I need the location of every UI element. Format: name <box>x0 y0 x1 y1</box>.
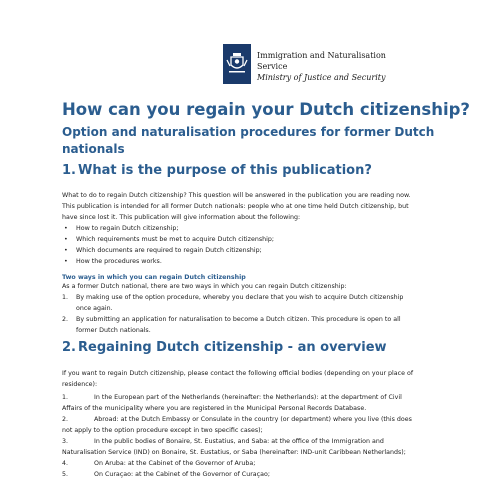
list-item: • Which documents are required to regain Dutch citizenship; <box>62 245 274 256</box>
contact-places-list <box>62 392 417 480</box>
document-title: How can you regain your Dutch citizenship? <box>62 100 470 119</box>
list-item-number: 4. <box>62 460 69 467</box>
list-item <box>62 414 417 436</box>
list-item-text: By making use of the option procedure, whereby you declare that you wish to acquire Dutch citizenship once again. <box>76 294 404 312</box>
purpose-bullet-list <box>62 223 274 267</box>
list-item-number: 2. <box>62 316 69 323</box>
ways-list <box>62 292 417 336</box>
list-item <box>62 458 417 469</box>
list-item-text: On Aruba: at the Cabinet of the Governor of Aruba; <box>94 460 256 467</box>
list-item <box>62 314 417 336</box>
list-item-number: 5. <box>62 471 69 478</box>
list-item <box>62 392 417 414</box>
section-2-intro: If you want to regain Dutch citizenship, please contact the following official bodies (depending on your place of residence): <box>62 370 414 388</box>
section-2-number: 2. <box>62 340 76 355</box>
document-subtitle: Option and naturalisation procedures for former Dutch nationals <box>62 125 435 156</box>
section-1-heading <box>62 163 372 178</box>
list-item-number: 2. <box>62 416 69 423</box>
org-line-1: Immigration and Naturalisation <box>257 51 386 60</box>
ways-intro: As a former Dutch national, there are two ways in which you can regain Dutch citizenship: <box>62 283 347 290</box>
organisation-name <box>257 50 386 83</box>
section-1-title: What is the purpose of this publication? <box>78 163 372 178</box>
list-item-number: 1. <box>62 294 69 301</box>
list-item-text: Abroad: at the Dutch Embassy or Consulate in the country (or department) where you live (this does not apply to the option procedure except in two specific cases); <box>62 416 412 434</box>
list-item-text: In the public bodies of Bonaire, St. Eustatius, and Saba: at the office of the Immigration and Naturalisation Service (IND) on Bonaire, St. Eustatius, or Saba (hereinafter: IND-unit Caribbean Netherlands); <box>62 438 406 456</box>
list-item: • How to regain Dutch citizenship; <box>62 223 274 234</box>
list-item: • How the procedures works. <box>62 256 274 267</box>
list-item-text: In the European part of the Netherlands (hereinafter: the Netherlands): at the department of Civil Affairs of the municipality where you are registered in the Municipal Personal Records Database. <box>62 394 402 412</box>
list-item-number: 3. <box>62 438 69 445</box>
section-2-title: Regaining Dutch citizenship - an overview <box>78 340 387 355</box>
list-item-text: By submitting an application for naturalisation to become a Dutch citizen. This procedure is open to all former Dutch nationals. <box>76 316 401 334</box>
list-item <box>62 292 417 314</box>
list-item-text: On Curaçao: at the Cabinet of the Governor of Curaçao; <box>94 471 270 478</box>
list-item <box>62 469 417 480</box>
list-item: • Which requirements must be met to acquire Dutch citizenship; <box>62 234 274 245</box>
ministry-name: Ministry of Justice and Security <box>257 73 386 82</box>
section-1-number: 1. <box>62 163 76 178</box>
section-1-intro: What to do to regain Dutch citizenship? This question will be answered in the publication you are reading now. This publication is intended for all former Dutch nationals: people who at one time held Dutch citizenship, but have since lost it. This publication will give information about the following: <box>62 192 411 221</box>
org-line-2: Service <box>257 62 288 71</box>
lion-crest-icon <box>226 52 248 74</box>
coat-of-arms-logo <box>223 44 251 84</box>
ways-subheading: Two ways in which you can regain Dutch citizenship <box>62 274 246 281</box>
list-item <box>62 436 417 458</box>
list-item-number: 1. <box>62 394 69 401</box>
section-2-heading <box>62 340 387 355</box>
